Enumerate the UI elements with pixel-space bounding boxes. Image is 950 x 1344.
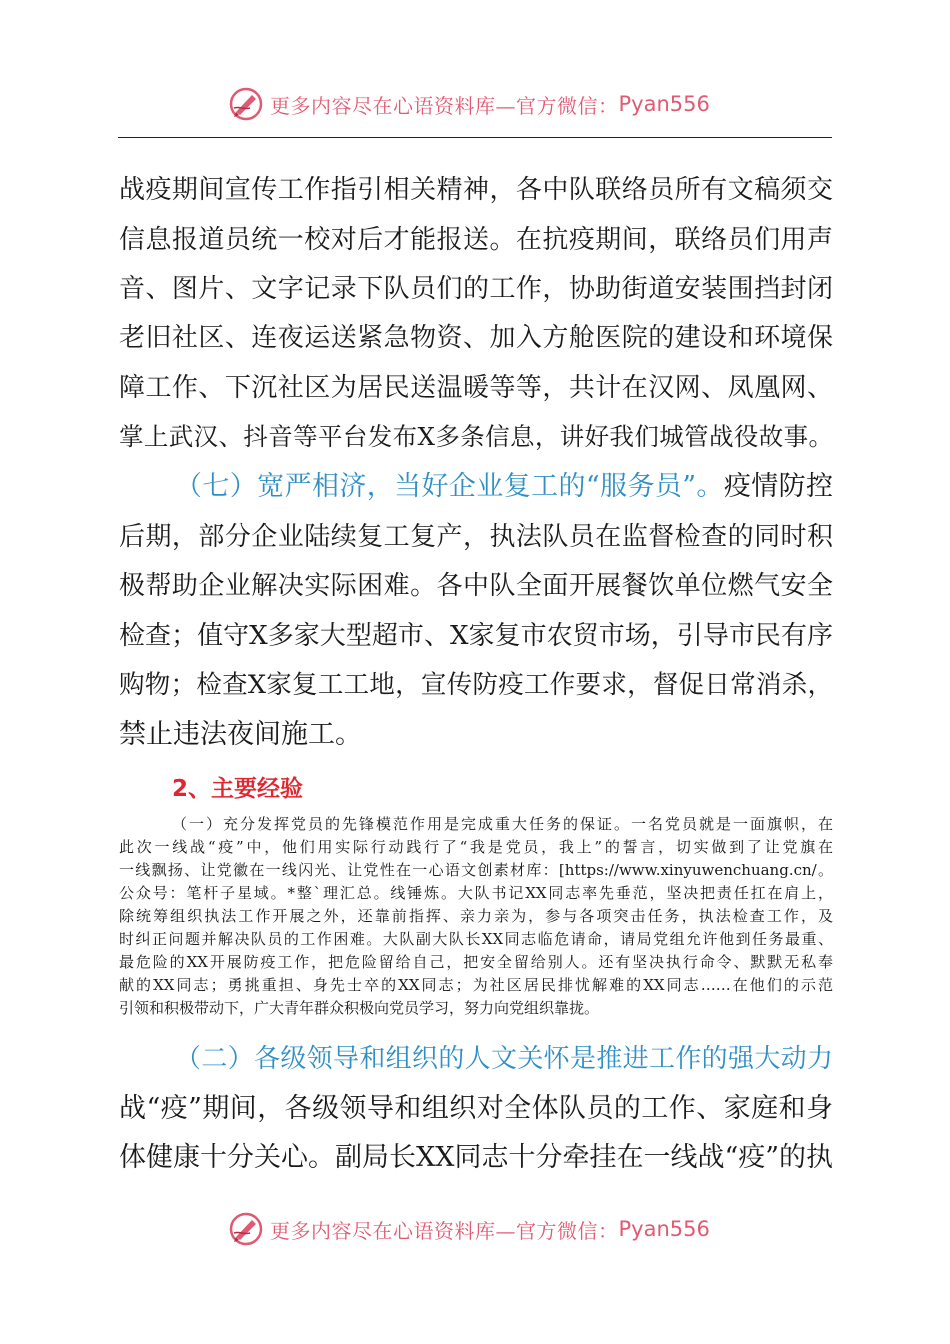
small-text-line: 除统筹组织执法工作开展之外，还靠前指挥、亲力亲为，参与各项突击任务，执法检查工作，及 bbox=[119, 907, 833, 925]
footer-banner bbox=[0, 1207, 950, 1251]
small-text-line: 时纠正问题并解决队员的工作困难。大队副大队长XX同志临危请命，请局党组允许他到任务最重、 bbox=[119, 930, 833, 948]
small-text-line: 献的XX同志；勇挑重担、身先士卒的XX同志；为社区居民排忧解难的XX同志……在他们的示范 bbox=[119, 976, 833, 994]
text-line: 战“疫”期间，各级领导和组织对全体队员的工作、家庭和身 bbox=[119, 1093, 833, 1124]
section-heading: 2、主要经验 bbox=[172, 776, 304, 802]
pen-logo-icon bbox=[228, 1211, 264, 1247]
header-rule bbox=[118, 137, 832, 138]
text-line: 体健康十分关心。副局长XX同志十分牵挂在一线战“疫”的执 bbox=[119, 1142, 834, 1173]
subsection-heading-line bbox=[175, 472, 833, 502]
text-line: 极帮助企业解决实际困难。各中队全面开展餐饮单位燃气安全 bbox=[119, 571, 833, 601]
text-line: 掌上武汉、抖音等平台发布X多条信息，讲好我们城管战役故事。 bbox=[119, 422, 833, 451]
text-line: 信息报道员统一校对后才能报送。在抗疫期间，联络员们用声 bbox=[119, 225, 833, 255]
text-line: 战疫期间宣传工作指引相关精神，各中队联络员所有文稿须交 bbox=[119, 175, 833, 205]
small-text-line: 引领和积极带动下，广大青年群众积极向党员学习，努力向党组织靠拢。 bbox=[119, 999, 600, 1017]
text-line: 购物；检查X家复工工地，宣传防疫工作要求，督促日常消杀， bbox=[119, 670, 833, 700]
text-line: 检查；值守X多家大型超市、X家复市农贸市场，引导市民有序 bbox=[119, 621, 833, 651]
banner-text: 更多内容尽在心语资料库—官方微信： bbox=[270, 1218, 619, 1243]
small-text-line: 最危险的XX开展防疫工作，把危险留给自己，把安全留给别人。还有坚决执行命令、默默无私奉 bbox=[119, 953, 833, 971]
banner-wechat-id: Pyan556 bbox=[618, 92, 710, 116]
small-text-line: 此次一线战“疫”中，他们用实际行动践行了“我是党员，我上”的誓言，切实做到了让党旗在 bbox=[119, 838, 833, 856]
small-text-line: 公众号：笔杆子星域。*整`理汇总。线锤炼。大队书记XX同志率先垂范，坚决把责任扛在肩上， bbox=[119, 884, 833, 902]
text-line: 障工作、下沉社区为居民送温暖等等，共计在汉网、凤凰网、 bbox=[119, 373, 833, 403]
text-fragment: 疫情防控 bbox=[723, 471, 834, 502]
banner-text: 更多内容尽在心语资料库—官方微信： bbox=[270, 93, 619, 118]
subsection-heading: （二）各级领导和组织的人文关怀是推进工作的强大动力 bbox=[175, 1044, 833, 1074]
header-banner bbox=[0, 82, 950, 126]
small-text-line: （一）充分发挥党员的先锋模范作用是完成重大任务的保证。一名党员就是一面旗帜，在 bbox=[172, 815, 833, 833]
text-line: 禁止违法夜间施工。 bbox=[119, 719, 362, 750]
subsection-heading: （七）宽严相济，当好企业复工的“服务员”。 bbox=[175, 471, 724, 502]
pen-logo-icon bbox=[228, 86, 264, 122]
text-line: 老旧社区、连夜运送紧急物资、加入方舱医院的建设和环境保 bbox=[119, 323, 833, 353]
text-line: 音、图片、文字记录下队员们的工作，协助街道安装围挡封闭 bbox=[119, 274, 833, 304]
small-text-line: 一线飘扬、让党徽在一线闪光、让党性在一心语文创素材库：[https://www.xinyuwenchuang.cn/。 bbox=[119, 861, 833, 879]
banner-wechat-id: Pyan556 bbox=[618, 1217, 710, 1241]
text-line: 后期，部分企业陆续复工复产，执法队员在监督检查的同时积 bbox=[119, 522, 833, 552]
